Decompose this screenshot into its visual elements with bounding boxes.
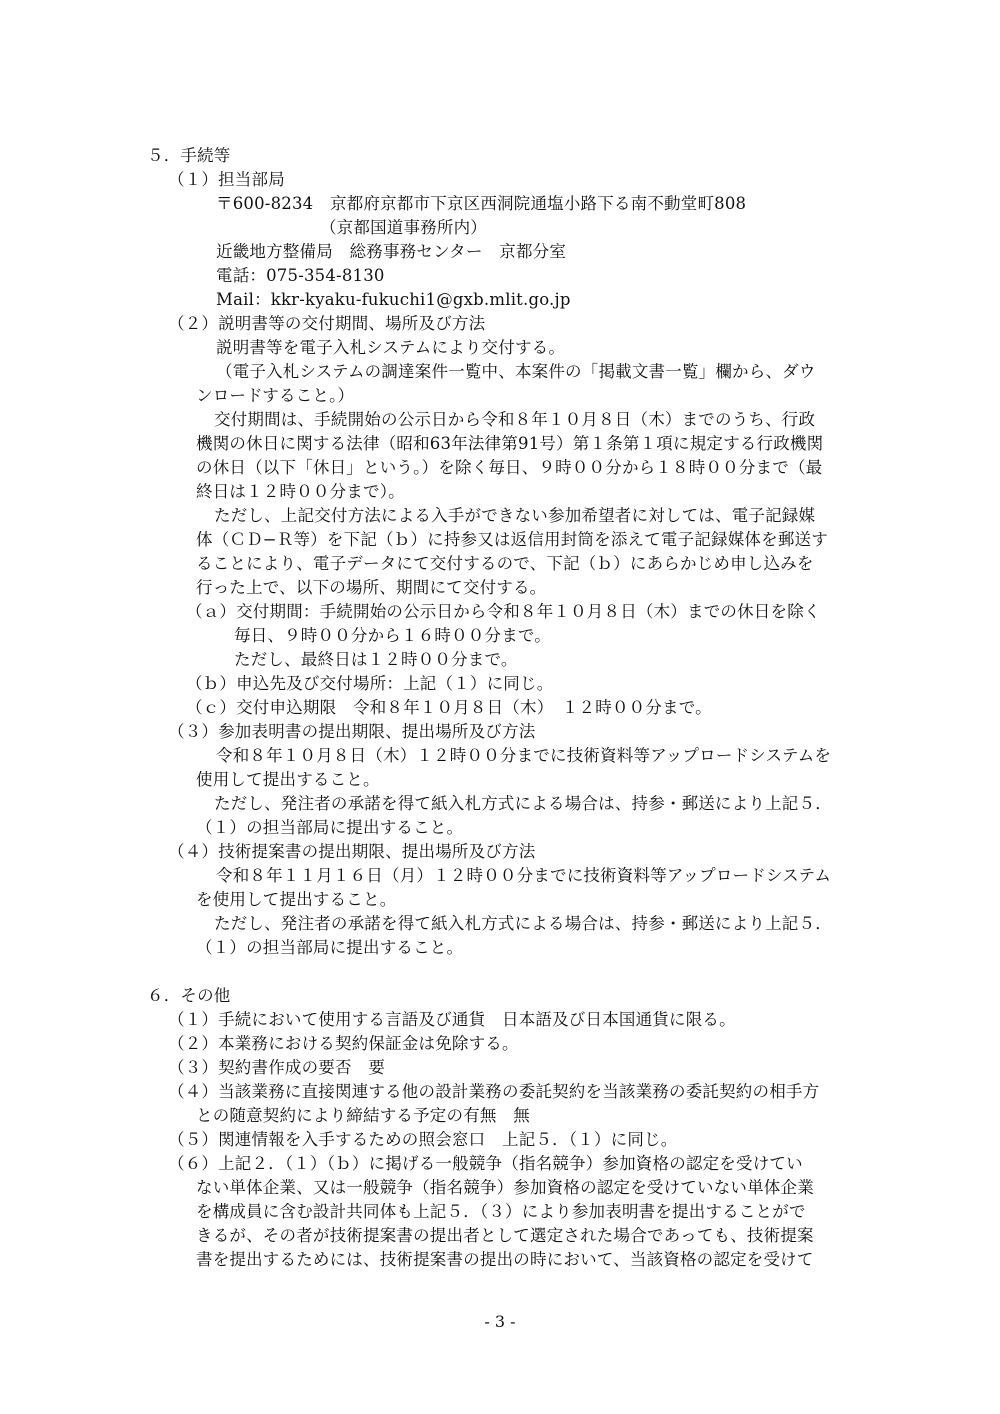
list-item-continued: を構成員に含む設計共同体も上記５．（３）により参加表明書を提出することがで [196, 1202, 806, 1221]
item-5-2-heading: （２）説明書等の交付期間、場所及び方法 [168, 314, 486, 333]
paragraph-line: 説明書等を電子入札システムにより交付する。 [216, 338, 566, 357]
paragraph-line: ただし、上記交付方法による入手ができない参加希望者に対しては、電子記録媒 [214, 506, 816, 525]
list-item-continued: ない単体企業、又は一般競争（指名競争）参加資格の認定を受けていない単体企業 [196, 1178, 814, 1197]
section-5-heading: ５．手続等 [147, 146, 231, 165]
list-item-continued: 書を提出するためには、技術提案書の提出の時において、当該資格の認定を受けて [196, 1250, 814, 1269]
list-item: （４）当該業務に直接関連する他の設計業務の委託契約を当該業務の委託契約の相手方 [168, 1082, 820, 1101]
paragraph-line: ただし、発注者の承諾を得て紙入札方式による場合は、持参・郵送により上記５． [214, 914, 832, 933]
item-5-1-heading: （１）担当部局 [168, 170, 285, 189]
paragraph-line: 使用して提出すること。 [196, 770, 380, 789]
item-5-4-heading: （４）技術提案書の提出期限、提出場所及び方法 [168, 842, 536, 861]
item-5-3-heading: （３）参加表明書の提出期限、提出場所及び方法 [168, 722, 536, 741]
paragraph-line: （電子入札システムの調達案件一覧中、本案件の「掲載文書一覧」欄から、ダウ [216, 362, 816, 381]
paragraph-line: 体（ＣＤ−Ｒ等）を下記（ｂ）に持参又は返信用封筒を添えて電子記録媒体を郵送す [196, 530, 828, 549]
paragraph-line: ただし、発注者の承諾を得て紙入札方式による場合は、持参・郵送により上記５． [214, 794, 832, 813]
paragraph-line: 機関の休日に関する法律（昭和63年法律第91号）第１条第１項に規定する行政機関 [196, 434, 824, 453]
department: 近畿地方整備局 総務事務センター 京都分室 [216, 242, 567, 261]
paragraph-line: の休日（以下「休日」という。）を除く毎日、９時００分から１８時００分まで（最 [196, 458, 823, 477]
section-6-heading: ６．その他 [147, 986, 231, 1005]
paragraph-line: （１）の担当部局に提出すること。 [196, 818, 464, 837]
postal-address: 〒600-8234 京都府京都市下京区西洞院通塩小路下る南不動堂町808 [216, 194, 747, 213]
phone: 電話：075-354-8130 [216, 266, 385, 285]
mail-address: Mail：kkr-kyaku-fukuchi1@gxb.mlit.go.jp [216, 290, 571, 309]
sub-item-a-line: 毎日、９時００分から１６時００分まで。 [234, 626, 551, 645]
paragraph-line: 令和８年１１月１６日（月）１２時００分までに技術資料等アップロードシステム [216, 866, 832, 885]
list-item-continued: との随意契約により締結する予定の有無 無 [196, 1106, 530, 1125]
list-item: （６）上記２．（１）（ｂ）に掲げる一般競争（指名競争）参加資格の認定を受けてい [168, 1154, 803, 1173]
paragraph-line: ンロードすること。） [196, 386, 355, 405]
paragraph-line: 交付期間は、手続開始の公示日から令和８年１０月８日（木）までのうち、行政 [214, 410, 816, 429]
office-note: （京都国道事務所内） [320, 218, 487, 237]
paragraph-line: 終日は１２時００分まで）。 [196, 482, 405, 501]
paragraph-line: 行った上で、以下の場所、期間にて交付する。 [196, 578, 547, 597]
sub-item-a: （ａ）交付期間：手続開始の公示日から令和８年１０月８日（木）までの休日を除く [186, 602, 821, 621]
page-number: - 3 - [484, 1312, 516, 1331]
paragraph-line: を使用して提出すること。 [196, 890, 397, 909]
list-item: （１）手続において使用する言語及び通貨 日本語及び日本国通貨に限る。 [168, 1010, 736, 1029]
sub-item-a-line: ただし、最終日は１２時００分まで。 [234, 650, 518, 669]
paragraph-line: ることにより、電子データにて交付するので、下記（ｂ）にあらかじめ申し込みを [196, 554, 814, 573]
sub-item-b: （ｂ）申込先及び交付場所：上記（１）に同じ。 [186, 674, 554, 693]
paragraph-line: 令和８年１０月８日（木）１２時００分までに技術資料等アップロードシステムを [216, 746, 832, 765]
paragraph-line: （１）の担当部局に提出すること。 [196, 938, 464, 957]
list-item: （３）契約書作成の要否 要 [168, 1058, 386, 1077]
list-item: （５）関連情報を入手するための照会窓口 上記５．（１）に同じ。 [168, 1130, 678, 1149]
list-item: （２）本業務における契約保証金は免除する。 [168, 1034, 519, 1053]
sub-item-c: （ｃ）交付申込期限 令和８年１０月８日（木） １２時００分まで。 [186, 698, 712, 717]
list-item-continued: きるが、その者が技術提案書の提出者として選定された場合であっても、技術提案 [196, 1226, 814, 1245]
